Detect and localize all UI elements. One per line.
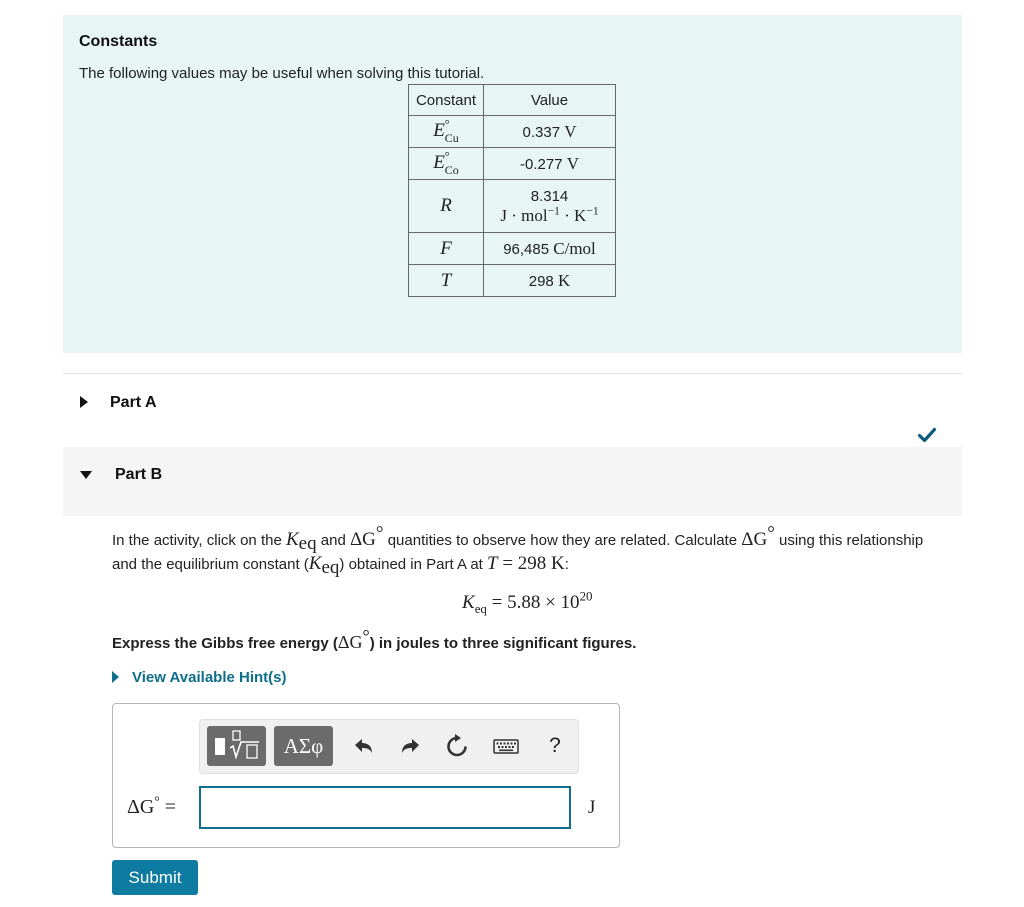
instruction-text: Express the Gibbs free energy (ΔG°) in joules to three significant figures. xyxy=(112,626,637,652)
reset-icon xyxy=(440,726,474,766)
keq-equation: $K_{eq} = 5.88 \times 10^{20}$ xyxy=(462,588,593,616)
table-row xyxy=(409,116,616,148)
section-divider xyxy=(63,373,962,374)
constant-symbol: E ° Co xyxy=(409,148,484,180)
submit-button[interactable]: Submit xyxy=(112,860,198,895)
table-row xyxy=(409,265,616,297)
undo-button[interactable] xyxy=(347,726,381,766)
table-row xyxy=(409,233,616,265)
undo-icon xyxy=(347,726,381,766)
constant-symbol: F xyxy=(409,233,484,265)
answer-unit: J xyxy=(588,797,596,818)
redo-button[interactable] xyxy=(393,726,427,766)
expand-arrow-icon xyxy=(80,396,88,408)
constant-value: 8.314 $J \cdot mol^{-1} \cdot K^{-1}$ xyxy=(484,180,616,233)
part-a-label: Part A xyxy=(110,394,157,411)
help-button[interactable]: ? xyxy=(549,734,561,757)
part-b-label: Part B xyxy=(115,466,163,483)
keyboard-icon xyxy=(487,726,525,766)
part-b-toggle[interactable] xyxy=(63,447,962,516)
constants-table xyxy=(408,84,616,297)
answer-input[interactable] xyxy=(199,786,571,829)
symbols-button[interactable]: ΑΣφ xyxy=(274,726,333,766)
table-header-row xyxy=(409,85,616,116)
redo-icon xyxy=(393,726,427,766)
header-value: Value xyxy=(484,85,616,116)
constants-panel xyxy=(63,15,962,353)
constant-symbol: R xyxy=(409,180,484,233)
hint-label: View Available Hint(s) xyxy=(132,669,287,686)
collapse-arrow-icon xyxy=(80,471,92,479)
constant-symbol: T xyxy=(409,265,484,297)
reset-button[interactable] xyxy=(440,726,474,766)
hint-arrow-icon xyxy=(112,671,119,683)
answer-box xyxy=(112,703,620,848)
constants-title: Constants xyxy=(79,33,158,50)
table-row xyxy=(409,148,616,180)
question-text: In the activity, click on the $K_{eq}$ and ΔG° quantities to observe how they are related. Calculate ΔG° using this relationship and the equilibrium constant $(K_{eq})$ obtained in Part A at T = 298 K: xyxy=(112,523,924,578)
header-constant: Constant xyxy=(409,85,484,116)
part-a-toggle[interactable] xyxy=(63,385,962,421)
table-row xyxy=(409,180,616,233)
keyboard-button[interactable] xyxy=(487,726,525,766)
templates-icon xyxy=(207,726,266,766)
constant-value: 0.337 V xyxy=(484,116,616,148)
constant-value: 96,485 C/mol xyxy=(484,233,616,265)
constant-symbol: E ° Cu xyxy=(409,116,484,148)
constants-intro: The following values may be useful when solving this tutorial. xyxy=(79,65,485,82)
answer-label: ΔG° = xyxy=(127,793,177,818)
math-toolbar xyxy=(199,719,579,774)
checkmark-icon xyxy=(918,427,936,443)
templates-button[interactable] xyxy=(207,726,266,766)
constant-value: -0.277 V xyxy=(484,148,616,180)
constant-value: 298 K xyxy=(484,265,616,297)
